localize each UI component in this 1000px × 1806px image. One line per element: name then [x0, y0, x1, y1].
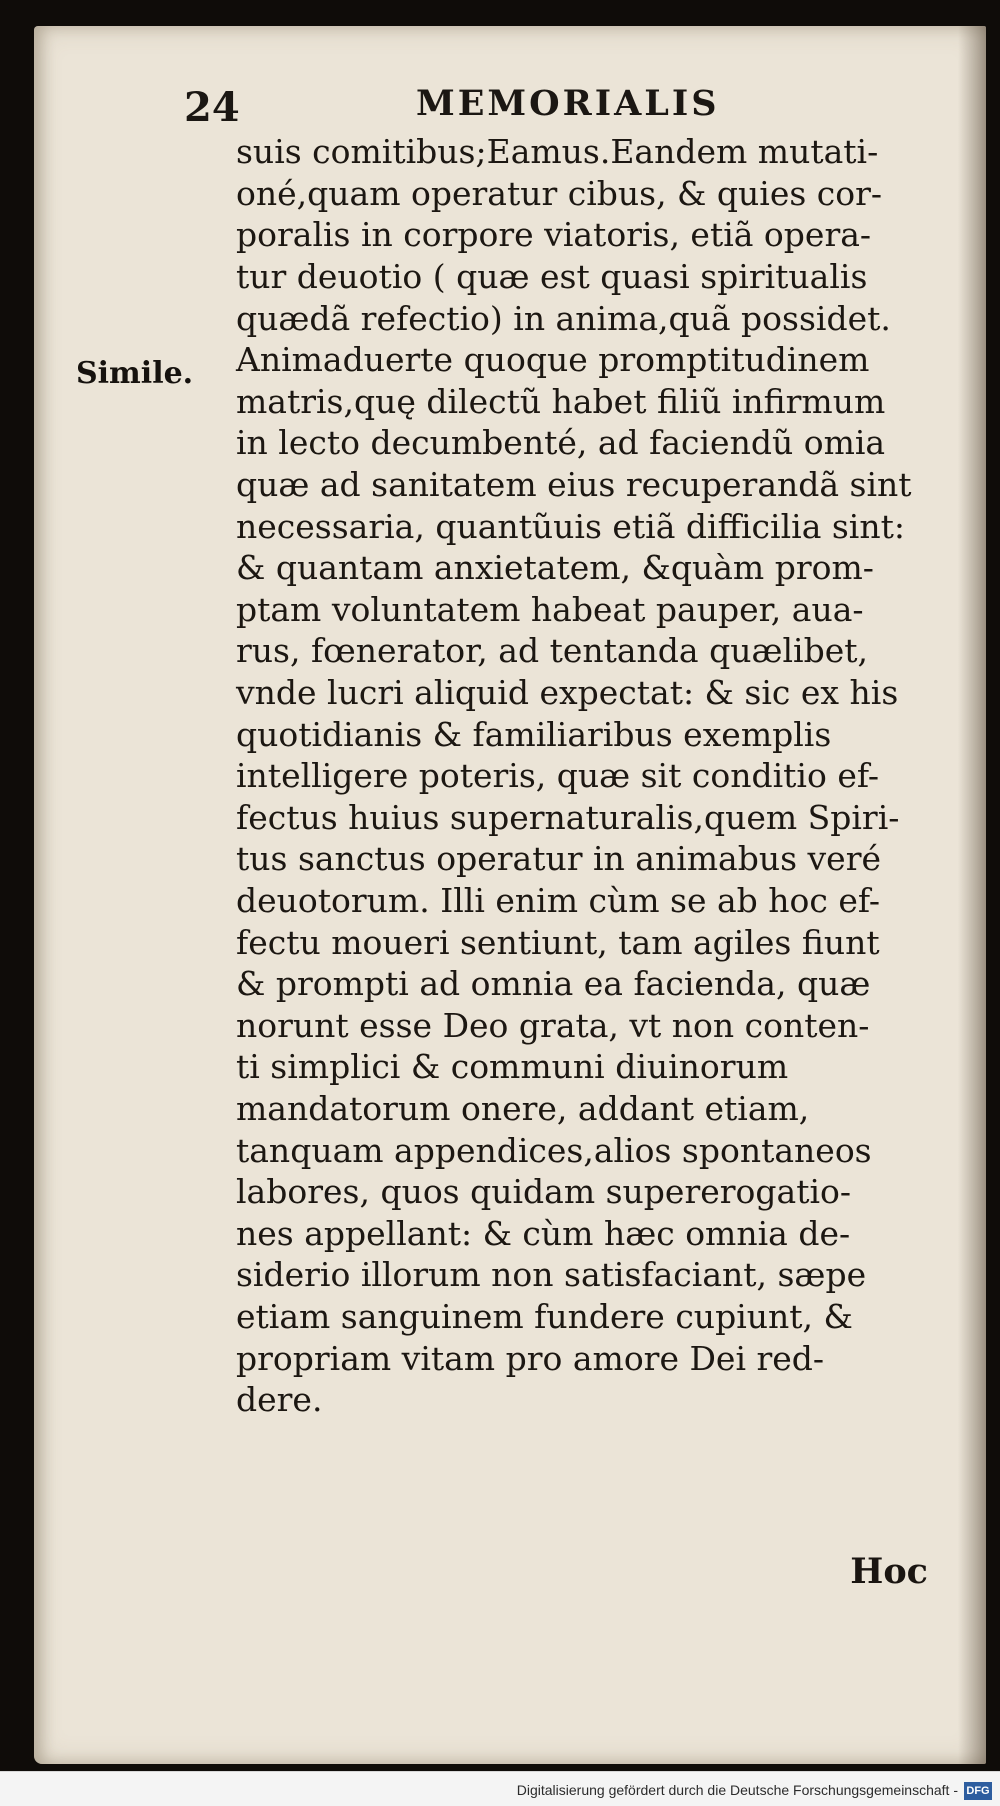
text-line-content-13: rus, fœnerator, ad tentanda quælibet,: [236, 631, 868, 671]
text-line-6: [236, 339, 978, 381]
text-line-10: [236, 505, 978, 547]
text-line-content-18: tus sanctus operatur in animabus veré: [236, 839, 881, 879]
text-line-content-11: & quantam anxietatem, &quàm prom-: [236, 548, 874, 588]
text-line-content-23: ti simplici & communi diuinorum: [236, 1047, 789, 1087]
text-line-content-28: siderio illorum non satisfaciant, sæpe: [236, 1255, 867, 1295]
text-line-16: [236, 755, 978, 797]
text-line-20: [236, 921, 978, 963]
text-line-content-24: mandatorum onere, addant etiam,: [236, 1088, 810, 1128]
text-line-content-6: Animaduerte quoque promptitudinem: [236, 340, 870, 380]
text-line-3: [236, 214, 978, 256]
text-line-content-14: vnde lucri aliquid expectat: & sic ex his: [236, 673, 899, 713]
text-line-content-1: suis comitibus;Eamus.Eandem mutati-: [236, 132, 879, 172]
text-line-18: [236, 838, 978, 880]
text-line-content-10: necessaria, quantũuis etiã difficilia sint:: [236, 506, 905, 546]
digitization-footer: [0, 1771, 1000, 1806]
page-number: 24: [184, 84, 240, 131]
text-line-content-2: oné,quam operatur cibus, & quies cor-: [236, 173, 883, 213]
text-line-5: [236, 297, 978, 339]
text-line-24: [236, 1088, 978, 1130]
text-line-11: [236, 547, 978, 589]
catchword: Hoc: [850, 1551, 928, 1592]
text-line-content-17: fectus huius supernaturalis,quem Spiri-: [236, 797, 900, 837]
text-line-content-30: propriam vitam pro amore Dei red-: [236, 1338, 825, 1378]
text-line-content-5: quædã refectio) in anima,quã possidet.: [236, 298, 891, 338]
text-line-content-3: poralis in corpore viatoris, etiã opera-: [236, 215, 872, 255]
text-line-content-26: labores, quos quidam supererogatio-: [236, 1172, 852, 1212]
text-line-content-22: norunt esse Deo grata, vt non conten-: [236, 1005, 870, 1045]
body-text: [236, 131, 978, 1420]
text-line-28: [236, 1254, 978, 1296]
text-line-15: [236, 713, 978, 755]
running-header: MEMORIALIS: [416, 83, 720, 124]
text-line-31: [236, 1379, 978, 1421]
text-line-13: [236, 630, 978, 672]
text-line-29: [236, 1296, 978, 1338]
text-line-19: [236, 880, 978, 922]
text-line-4: [236, 256, 978, 298]
text-line-content-29: etiam sanguinem fundere cupiunt, &: [236, 1296, 853, 1336]
text-line-22: [236, 1004, 978, 1046]
text-line-1: [236, 131, 978, 173]
dfg-logo: DFG: [964, 1782, 992, 1800]
text-line-7: [236, 381, 978, 423]
text-line-content-19: deuotorum. Illi enim cùm se ab hoc ef-: [236, 880, 881, 920]
text-line-content-16: intelligere poteris, quæ sit conditio ef-: [236, 756, 880, 796]
text-line-8: [236, 422, 978, 464]
text-line-content-20: fectu moueri sentiunt, tam agiles fiunt: [236, 922, 880, 962]
text-line-content-4: tur deuotio ( quæ est quasi spiritualis: [236, 257, 868, 297]
text-line-30: [236, 1337, 978, 1379]
text-line-17: [236, 797, 978, 839]
text-line-content-8: in lecto decumbenté, ad faciendũ omia: [236, 423, 886, 463]
text-line-12: [236, 589, 978, 631]
text-line-25: [236, 1129, 978, 1171]
text-line-content-15: quotidianis & familiaribus exemplis: [236, 714, 832, 754]
text-line-26: [236, 1171, 978, 1213]
text-line-2: [236, 173, 978, 215]
text-line-content-9: quæ ad sanitatem eius recuperandã sint: [236, 465, 912, 505]
text-line-content-21: & prompti ad omnia ea facienda, quæ: [236, 964, 871, 1004]
marginal-note: Simile.: [76, 356, 194, 391]
text-line-content-25: tanquam appendices,alios spontaneos: [236, 1130, 872, 1170]
text-line-content-31: dere.: [236, 1380, 323, 1420]
text-line-content-12: ptam voluntatem habeat pauper, aua-: [236, 589, 864, 629]
text-line-content-7: matris,quę dilectũ habet filiũ infirmum: [236, 381, 886, 421]
text-line-21: [236, 963, 978, 1005]
text-line-9: [236, 464, 978, 506]
text-line-27: [236, 1212, 978, 1254]
text-line-23: [236, 1046, 978, 1088]
footer-funding-text: Digitalisierung gefördert durch die Deutsche Forschungsgemeinschaft -: [516, 1782, 958, 1798]
book-page: [34, 26, 986, 1764]
text-line-content-27: nes appellant: & cùm hæc omnia de-: [236, 1213, 851, 1253]
text-line-14: [236, 672, 978, 714]
